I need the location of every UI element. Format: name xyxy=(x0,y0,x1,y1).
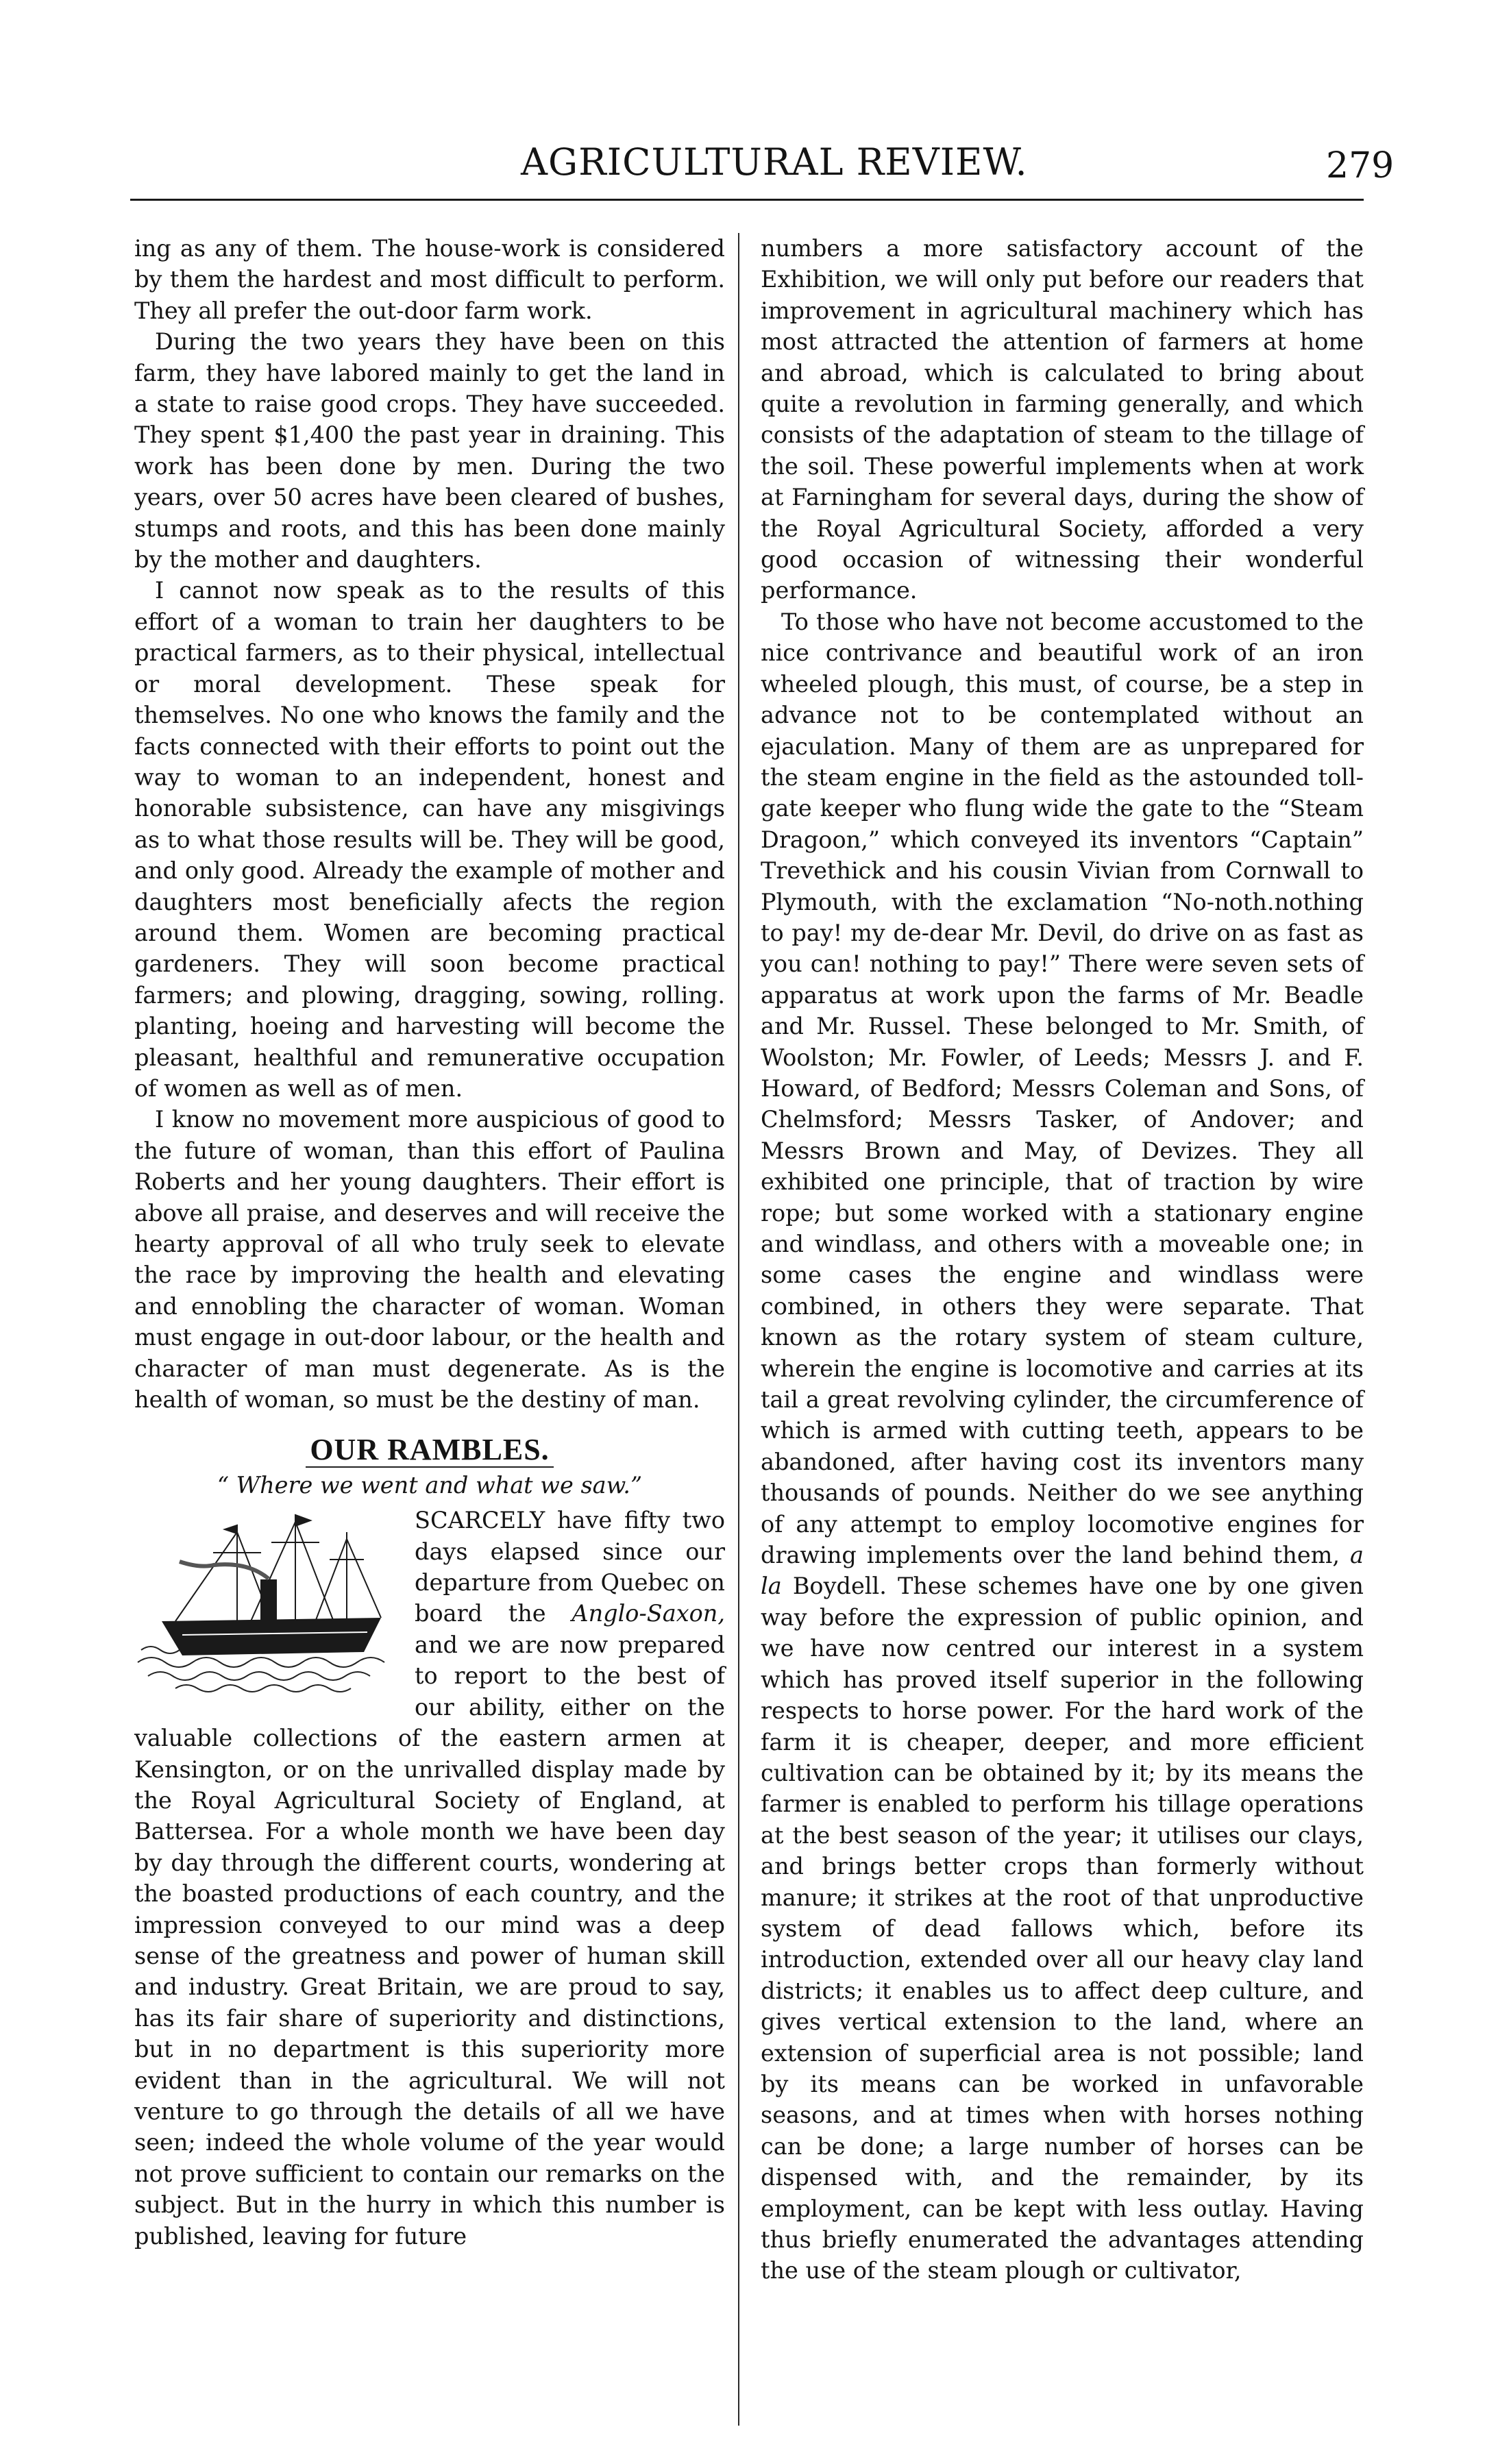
running-title: AGRICULTURAL REVIEW. xyxy=(521,140,1028,184)
section-title xyxy=(134,1434,725,1465)
left-paragraph-1: ing as any of them. The house-work is considered by them the hardest and most difficult to perform. They all prefer the out-door farm work. xyxy=(134,235,725,324)
rambles-text-a: have fifty two days elapsed since our departure from Quebec on board the xyxy=(415,1507,725,1627)
left-paragraph-3: I cannot now speak as to the results of this effort of a woman to train her daughters to be practical farmers, as to their physical, intellectual or moral development. These speak for themselves. No one who knows the family and the facts connected with their efforts to point out the way to woman to an independent, honest and honorable subsistence, can have any misgivings as to what those results will be. They will be good, and only good. Already the example of mother and daughters most beneficially afects the region around them. Women are becoming practical gardeners. They will soon become practical farmers; and plowing, dragging, sowing, rolling. planting, hoeing and harvesting will become the pleasant, healthful and remunerative occupation of women as well as of men. xyxy=(134,577,725,1102)
left-paragraph-4: I know no movement more auspicious of good to the future of woman, than this effort of Paulina Roberts and her young daughters. Their effort is above all praise, and deserves and will receive the hearty approval of all who truly seek to elevate the race by improving the health and elevating and ennobling the character of woman. Woman must engage in out-door labour, or the health and character of man must degenerate. As is the health of woman, so must be the destiny of man. xyxy=(134,1106,725,1414)
column-divider xyxy=(738,233,739,2426)
steamship-illustration xyxy=(134,1505,405,1698)
epigraph: “ Where we went and what we saw.” xyxy=(217,1471,643,1499)
rambles-paragraph xyxy=(134,1505,725,2252)
left-paragraph-2: During the two years they have been on this farm, they have labored mainly to get the land in a state to raise good crops. They have succeeded. They spent $1,400 the past year in draining. This work has been done by men. During the two years, over 50 acres have been cleared of bushes, stumps and roots, and this has been done mainly by the mother and daughters. xyxy=(134,328,725,574)
header-rule xyxy=(130,199,1364,201)
section-title-text: OUR RAMBLES. xyxy=(306,1433,553,1468)
ship-name: Anglo-Saxon, xyxy=(572,1600,725,1627)
right-paragraph-1: numbers a more satisfactory account of the Exhibition, we will only put before our readers that improvement in agricultural machinery which has most attracted the attention of farmers at home and abroad, which is calculated to bring about quite a revolution in farming generally, and which consists of the adaptation of steam to the tillage of the soil. These powerful implements when at work at Farningham for several days, during the show of the Royal Agricultural Society, afforded a very good occasion of witnessing their wonderful performance. xyxy=(761,235,1364,604)
page-number: 279 xyxy=(1326,145,1395,186)
left-column xyxy=(134,233,725,2432)
a-la-italic: a la xyxy=(761,1542,1364,1600)
right-paragraph-2-text-a: To those who have not become accustomed to the nice contrivance and beautiful work of an iron wheeled plough, this must, of course, be a step in advance not to be contemplated without an ejaculation. Many of them are as unprepared for the steam engine in the field as the astounded toll-gate keeper who flung wide the gate to the “Steam Dragoon,” which conveyed its inventors “Captain” Trevethick and his cousin Vivian from Cornwall to Plymouth, with the exclamation “No-noth.nothing to pay! my de-dear Mr. Devil, do drive on as fast as you can! nothing to pay!” There were seven sets of apparatus at work upon the farms of Mr. Beadle and Mr. Russel. These belonged to Mr. Smith, of Woolston; Mr. Fowler, of Leeds; Messrs J. and F. Howard, of Bedford; Messrs Coleman and Sons, of Chelmsford; Messrs Tasker, of Andover; and Messrs Brown and May, of Devizes. They all exhibited one principle, that of traction by wire rope; but some worked with a stationary engine and windlass, and others with a moveable one; in some cases the engine and windlass were combined, in others they were separate. That known as the rotary system of steam culture, wherein the engine is locomotive and carries at its tail a great revolving cylinder, the circumference of which is armed with cutting teeth, appears to be abandoned, after having cost its inventors many thousands of pounds. Neither do we see anything of any attempt to employ locomotive engines for drawing implements over the land behind them, xyxy=(761,608,1364,1569)
rambles-text-b: and we are now prepared to report to the best of our ability, either on the valuable collections of the eastern armen at Kensington, or on the unrivalled display made by the Royal Agricultural Society of England, at Battersea. For a whole month we have been day by day through the different courts, wondering at the boasted productions of each country, and the impression conveyed to our mind was a deep sense of the greatness and power of human skill and industry. Great Britain, we are proud to say, has its fair share of superiority and distinctions, but in no department is this superiority more evident than in the agricultural. We will not venture to go through the details of all we have seen; indeed the whole volume of the year would not prove sufficient to contain our remarks on the subject. But in the hurry in which this number is published, leaving for future xyxy=(134,1631,725,2250)
right-paragraph-2 xyxy=(761,606,1364,2287)
right-paragraph-2-text-b: Boydell. These schemes have one by one given way before the expression of public opinion, and we have now centred our interest in a system which has proved itself superior in the following respects to horse power. For the hard work of the farm it is cheaper, deeper, and more efficient cultivation can be obtained by it; by its means the farmer is enabled to perform his tillage operations at the best season of the year; it utilises our clays, and brings better crops than formerly without manure; it strikes at the root of that unproductive system of dead fallows which, before its introduction, extended over all our heavy clay land districts; it enables us to affect deep culture, and gives vertical extension to the land, where an extension of superficial area is not possible; land by its means can be worked in unfavorable seasons, and at times when with horses nothing can be done; a large number of horses can be dispensed with, and the remainder, by its employment, can be kept with less outlay. Having thus briefly enumerated the advantages attending the use of the steam plough or cultivator, xyxy=(761,1573,1364,2284)
right-column xyxy=(761,233,1364,2432)
steamship-engraving-icon xyxy=(134,1505,405,1698)
lead-word: SCARCELY xyxy=(415,1507,545,1534)
